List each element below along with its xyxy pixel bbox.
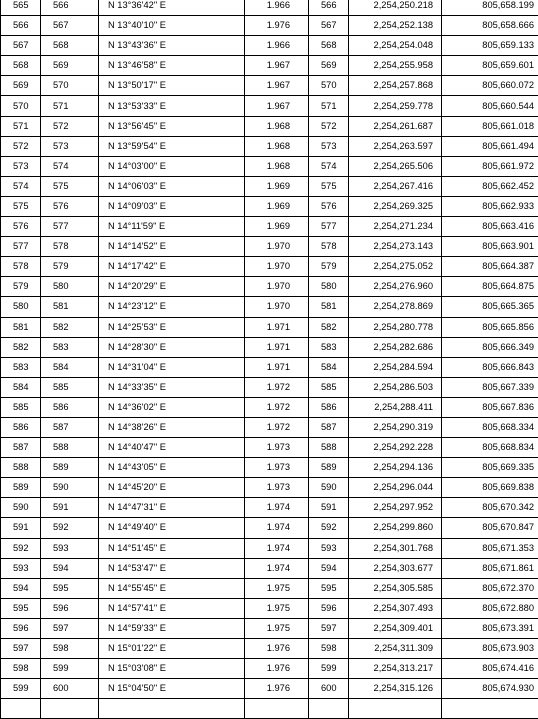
table-row bbox=[1, 438, 538, 458]
northing-cell: 2,254,276.960 bbox=[349, 277, 442, 297]
easting-cell: 805,669.335 bbox=[442, 458, 538, 478]
point-cell: 585 bbox=[309, 377, 349, 397]
easting-cell: 805,668.834 bbox=[442, 438, 538, 458]
northing-cell: 2,254,305.585 bbox=[349, 578, 442, 598]
bearing-cell: N 14°57'41" E bbox=[99, 598, 245, 618]
easting-cell: 805,659.133 bbox=[442, 36, 538, 56]
to-station-cell: 584 bbox=[41, 357, 99, 377]
point-cell: 595 bbox=[309, 578, 349, 598]
table-row bbox=[1, 618, 538, 638]
distance-cell: 1.973 bbox=[245, 478, 309, 498]
table-row bbox=[1, 377, 538, 397]
bearing-cell: N 13°46'58" E bbox=[99, 56, 245, 76]
from-station-cell: 577 bbox=[1, 237, 41, 257]
to-station-cell: 594 bbox=[41, 558, 99, 578]
bearing-cell: N 14°25'53" E bbox=[99, 317, 245, 337]
from-station-cell: 589 bbox=[1, 478, 41, 498]
point-cell: 579 bbox=[309, 257, 349, 277]
distance-cell: 1.971 bbox=[245, 317, 309, 337]
to-station-cell: 578 bbox=[41, 237, 99, 257]
from-station-cell: 580 bbox=[1, 297, 41, 317]
easting-cell: 805,664.875 bbox=[442, 277, 538, 297]
table-row bbox=[1, 217, 538, 237]
easting-cell: 805,658.666 bbox=[442, 16, 538, 36]
northing-cell: 2,254,311.309 bbox=[349, 639, 442, 659]
bearing-cell: N 14°36'02" E bbox=[99, 397, 245, 417]
easting-cell: 805,660.544 bbox=[442, 96, 538, 116]
to-station-cell: 593 bbox=[41, 538, 99, 558]
point-cell: 598 bbox=[309, 639, 349, 659]
easting-cell: 805,673.391 bbox=[442, 618, 538, 638]
bearing-cell: N 14°40'47" E bbox=[99, 438, 245, 458]
northing-cell: 2,254,267.416 bbox=[349, 176, 442, 196]
easting-cell: 805,660.072 bbox=[442, 76, 538, 96]
bearing-cell: N 13°36'42" E bbox=[99, 0, 245, 16]
easting-cell: 805,662.933 bbox=[442, 196, 538, 216]
table-row bbox=[1, 36, 538, 56]
point-cell: 589 bbox=[309, 458, 349, 478]
distance-cell: 1.970 bbox=[245, 297, 309, 317]
point-cell: 600 bbox=[309, 679, 349, 699]
easting-cell: 805,666.843 bbox=[442, 357, 538, 377]
table-row bbox=[1, 639, 538, 659]
northing-cell: 2,254,273.143 bbox=[349, 237, 442, 257]
to-station-cell: 600 bbox=[41, 679, 99, 699]
from-station-cell: 588 bbox=[1, 458, 41, 478]
from-station-cell: 599 bbox=[1, 679, 41, 699]
table-row bbox=[1, 176, 538, 196]
point-cell: 570 bbox=[309, 76, 349, 96]
point-cell: 582 bbox=[309, 317, 349, 337]
northing-cell: 2,254,271.234 bbox=[349, 217, 442, 237]
point-cell: 577 bbox=[309, 217, 349, 237]
from-station-cell: 596 bbox=[1, 618, 41, 638]
easting-cell: 805,665.856 bbox=[442, 317, 538, 337]
northing-cell: 2,254,301.768 bbox=[349, 538, 442, 558]
table-row bbox=[1, 277, 538, 297]
bearing-cell: N 14°28'30" E bbox=[99, 337, 245, 357]
from-station-cell: 582 bbox=[1, 337, 41, 357]
empty-cell bbox=[309, 699, 349, 719]
distance-cell: 1.976 bbox=[245, 639, 309, 659]
point-cell: 581 bbox=[309, 297, 349, 317]
to-station-cell: 583 bbox=[41, 337, 99, 357]
to-station-cell: 585 bbox=[41, 377, 99, 397]
bearing-cell: N 14°47'31" E bbox=[99, 498, 245, 518]
table-row-continuation bbox=[1, 699, 538, 719]
easting-cell: 805,663.416 bbox=[442, 217, 538, 237]
point-cell: 569 bbox=[309, 56, 349, 76]
northing-cell: 2,254,290.319 bbox=[349, 417, 442, 437]
table-row bbox=[1, 679, 538, 699]
easting-cell: 805,661.972 bbox=[442, 156, 538, 176]
northing-cell: 2,254,278.869 bbox=[349, 297, 442, 317]
bearing-cell: N 13°40'10" E bbox=[99, 16, 245, 36]
from-station-cell: 568 bbox=[1, 56, 41, 76]
distance-cell: 1.974 bbox=[245, 518, 309, 538]
empty-cell bbox=[442, 699, 538, 719]
point-cell: 574 bbox=[309, 156, 349, 176]
bearing-cell: N 15°03'08" E bbox=[99, 659, 245, 679]
northing-cell: 2,254,252.138 bbox=[349, 16, 442, 36]
distance-cell: 1.976 bbox=[245, 679, 309, 699]
bearing-cell: N 14°11'59" E bbox=[99, 217, 245, 237]
bearing-cell: N 15°04'50" E bbox=[99, 679, 245, 699]
table-row bbox=[1, 116, 538, 136]
distance-cell: 1.968 bbox=[245, 156, 309, 176]
distance-cell: 1.970 bbox=[245, 237, 309, 257]
table-row bbox=[1, 397, 538, 417]
bearing-cell: N 14°38'26" E bbox=[99, 417, 245, 437]
bearing-cell: N 14°43'05" E bbox=[99, 458, 245, 478]
point-cell: 599 bbox=[309, 659, 349, 679]
bearing-cell: N 15°01'22" E bbox=[99, 639, 245, 659]
distance-cell: 1.975 bbox=[245, 578, 309, 598]
distance-cell: 1.973 bbox=[245, 438, 309, 458]
from-station-cell: 591 bbox=[1, 518, 41, 538]
easting-cell: 805,668.334 bbox=[442, 417, 538, 437]
northing-cell: 2,254,299.860 bbox=[349, 518, 442, 538]
table-row bbox=[1, 257, 538, 277]
bearing-cell: N 13°59'54" E bbox=[99, 136, 245, 156]
northing-cell: 2,254,261.687 bbox=[349, 116, 442, 136]
point-cell: 584 bbox=[309, 357, 349, 377]
northing-cell: 2,254,313.217 bbox=[349, 659, 442, 679]
from-station-cell: 574 bbox=[1, 176, 41, 196]
table-row bbox=[1, 578, 538, 598]
point-cell: 578 bbox=[309, 237, 349, 257]
point-cell: 592 bbox=[309, 518, 349, 538]
easting-cell: 805,674.416 bbox=[442, 659, 538, 679]
to-station-cell: 575 bbox=[41, 176, 99, 196]
bearing-cell: N 13°50'17" E bbox=[99, 76, 245, 96]
table-row bbox=[1, 76, 538, 96]
bearing-cell: N 14°31'04" E bbox=[99, 357, 245, 377]
northing-cell: 2,254,307.493 bbox=[349, 598, 442, 618]
distance-cell: 1.975 bbox=[245, 618, 309, 638]
from-station-cell: 571 bbox=[1, 116, 41, 136]
northing-cell: 2,254,294.136 bbox=[349, 458, 442, 478]
bearing-cell: N 14°03'00" E bbox=[99, 156, 245, 176]
point-cell: 587 bbox=[309, 417, 349, 437]
point-cell: 596 bbox=[309, 598, 349, 618]
bearing-cell: N 14°45'20" E bbox=[99, 478, 245, 498]
distance-cell: 1.969 bbox=[245, 217, 309, 237]
from-station-cell: 579 bbox=[1, 277, 41, 297]
distance-cell: 1.971 bbox=[245, 357, 309, 377]
easting-cell: 805,662.452 bbox=[442, 176, 538, 196]
point-cell: 573 bbox=[309, 136, 349, 156]
distance-cell: 1.973 bbox=[245, 458, 309, 478]
northing-cell: 2,254,280.778 bbox=[349, 317, 442, 337]
distance-cell: 1.971 bbox=[245, 337, 309, 357]
to-station-cell: 576 bbox=[41, 196, 99, 216]
from-station-cell: 584 bbox=[1, 377, 41, 397]
bearing-cell: N 14°55'45" E bbox=[99, 578, 245, 598]
bearing-cell: N 14°59'33" E bbox=[99, 618, 245, 638]
distance-cell: 1.969 bbox=[245, 196, 309, 216]
bearing-cell: N 14°20'29" E bbox=[99, 277, 245, 297]
from-station-cell: 594 bbox=[1, 578, 41, 598]
northing-cell: 2,254,254.048 bbox=[349, 36, 442, 56]
table-row bbox=[1, 56, 538, 76]
table-row bbox=[1, 458, 538, 478]
from-station-cell: 585 bbox=[1, 397, 41, 417]
table-row bbox=[1, 498, 538, 518]
point-cell: 597 bbox=[309, 618, 349, 638]
from-station-cell: 573 bbox=[1, 156, 41, 176]
distance-cell: 1.972 bbox=[245, 397, 309, 417]
bearing-cell: N 14°33'35" E bbox=[99, 377, 245, 397]
point-cell: 576 bbox=[309, 196, 349, 216]
bearing-cell: N 14°51'45" E bbox=[99, 538, 245, 558]
bearing-cell: N 13°56'45" E bbox=[99, 116, 245, 136]
from-station-cell: 569 bbox=[1, 76, 41, 96]
point-cell: 594 bbox=[309, 558, 349, 578]
point-cell: 590 bbox=[309, 478, 349, 498]
table-row bbox=[1, 196, 538, 216]
table-row bbox=[1, 156, 538, 176]
easting-cell: 805,674.930 bbox=[442, 679, 538, 699]
northing-cell: 2,254,275.052 bbox=[349, 257, 442, 277]
to-station-cell: 598 bbox=[41, 639, 99, 659]
point-cell: 568 bbox=[309, 36, 349, 56]
to-station-cell: 571 bbox=[41, 96, 99, 116]
table-row bbox=[1, 558, 538, 578]
empty-cell bbox=[349, 699, 442, 719]
to-station-cell: 589 bbox=[41, 458, 99, 478]
northing-cell: 2,254,288.411 bbox=[349, 397, 442, 417]
northing-cell: 2,254,286.503 bbox=[349, 377, 442, 397]
to-station-cell: 587 bbox=[41, 417, 99, 437]
distance-cell: 1.972 bbox=[245, 417, 309, 437]
from-station-cell: 575 bbox=[1, 196, 41, 216]
from-station-cell: 570 bbox=[1, 96, 41, 116]
northing-cell: 2,254,309.401 bbox=[349, 618, 442, 638]
easting-cell: 805,671.353 bbox=[442, 538, 538, 558]
table-row bbox=[1, 478, 538, 498]
bearing-cell: N 14°09'03" E bbox=[99, 196, 245, 216]
northing-cell: 2,254,265.506 bbox=[349, 156, 442, 176]
table-row bbox=[1, 518, 538, 538]
to-station-cell: 569 bbox=[41, 56, 99, 76]
from-station-cell: 578 bbox=[1, 257, 41, 277]
table-row bbox=[1, 598, 538, 618]
northing-cell: 2,254,255.958 bbox=[349, 56, 442, 76]
to-station-cell: 567 bbox=[41, 16, 99, 36]
easting-cell: 805,667.836 bbox=[442, 397, 538, 417]
table-row bbox=[1, 337, 538, 357]
easting-cell: 805,661.018 bbox=[442, 116, 538, 136]
northing-cell: 2,254,250.218 bbox=[349, 0, 442, 16]
easting-cell: 805,672.880 bbox=[442, 598, 538, 618]
northing-cell: 2,254,296.044 bbox=[349, 478, 442, 498]
easting-cell: 805,671.861 bbox=[442, 558, 538, 578]
table-row bbox=[1, 136, 538, 156]
from-station-cell: 566 bbox=[1, 16, 41, 36]
bearing-cell: N 14°53'47" E bbox=[99, 558, 245, 578]
to-station-cell: 599 bbox=[41, 659, 99, 679]
northing-cell: 2,254,282.686 bbox=[349, 337, 442, 357]
table-row bbox=[1, 16, 538, 36]
northing-cell: 2,254,269.325 bbox=[349, 196, 442, 216]
easting-cell: 805,658.199 bbox=[442, 0, 538, 16]
to-station-cell: 595 bbox=[41, 578, 99, 598]
to-station-cell: 591 bbox=[41, 498, 99, 518]
distance-cell: 1.974 bbox=[245, 538, 309, 558]
bearing-cell: N 14°17'42" E bbox=[99, 257, 245, 277]
easting-cell: 805,669.838 bbox=[442, 478, 538, 498]
to-station-cell: 596 bbox=[41, 598, 99, 618]
to-station-cell: 572 bbox=[41, 116, 99, 136]
table-row bbox=[1, 237, 538, 257]
from-station-cell: 587 bbox=[1, 438, 41, 458]
distance-cell: 1.968 bbox=[245, 116, 309, 136]
distance-cell: 1.968 bbox=[245, 136, 309, 156]
distance-cell: 1.976 bbox=[245, 659, 309, 679]
table-row bbox=[1, 297, 538, 317]
table-row bbox=[1, 0, 538, 16]
to-station-cell: 577 bbox=[41, 217, 99, 237]
point-cell: 566 bbox=[309, 0, 349, 16]
point-cell: 580 bbox=[309, 277, 349, 297]
point-cell: 586 bbox=[309, 397, 349, 417]
to-station-cell: 574 bbox=[41, 156, 99, 176]
northing-cell: 2,254,292.228 bbox=[349, 438, 442, 458]
bearing-cell: N 14°23'12" E bbox=[99, 297, 245, 317]
from-station-cell: 597 bbox=[1, 639, 41, 659]
distance-cell: 1.966 bbox=[245, 36, 309, 56]
table-row bbox=[1, 317, 538, 337]
to-station-cell: 579 bbox=[41, 257, 99, 277]
distance-cell: 1.966 bbox=[245, 0, 309, 16]
to-station-cell: 592 bbox=[41, 518, 99, 538]
easting-cell: 805,670.342 bbox=[442, 498, 538, 518]
point-cell: 591 bbox=[309, 498, 349, 518]
northing-cell: 2,254,259.778 bbox=[349, 96, 442, 116]
easting-cell: 805,667.339 bbox=[442, 377, 538, 397]
from-station-cell: 586 bbox=[1, 417, 41, 437]
northing-cell: 2,254,257.868 bbox=[349, 76, 442, 96]
to-station-cell: 590 bbox=[41, 478, 99, 498]
point-cell: 593 bbox=[309, 538, 349, 558]
to-station-cell: 581 bbox=[41, 297, 99, 317]
distance-cell: 1.974 bbox=[245, 558, 309, 578]
to-station-cell: 597 bbox=[41, 618, 99, 638]
easting-cell: 805,665.365 bbox=[442, 297, 538, 317]
northing-cell: 2,254,263.597 bbox=[349, 136, 442, 156]
point-cell: 588 bbox=[309, 438, 349, 458]
distance-cell: 1.975 bbox=[245, 598, 309, 618]
point-cell: 583 bbox=[309, 337, 349, 357]
distance-cell: 1.970 bbox=[245, 277, 309, 297]
bearing-cell: N 14°06'03" E bbox=[99, 176, 245, 196]
easting-cell: 805,672.370 bbox=[442, 578, 538, 598]
easting-cell: 805,670.847 bbox=[442, 518, 538, 538]
easting-cell: 805,659.601 bbox=[442, 56, 538, 76]
from-station-cell: 576 bbox=[1, 217, 41, 237]
bearing-cell: N 14°49'40" E bbox=[99, 518, 245, 538]
bearing-cell: N 14°14'52" E bbox=[99, 237, 245, 257]
distance-cell: 1.969 bbox=[245, 176, 309, 196]
easting-cell: 805,664.387 bbox=[442, 257, 538, 277]
empty-cell bbox=[41, 699, 99, 719]
from-station-cell: 581 bbox=[1, 317, 41, 337]
table-row bbox=[1, 538, 538, 558]
table-row bbox=[1, 96, 538, 116]
from-station-cell: 592 bbox=[1, 538, 41, 558]
empty-cell bbox=[99, 699, 245, 719]
distance-cell: 1.976 bbox=[245, 16, 309, 36]
to-station-cell: 568 bbox=[41, 36, 99, 56]
bearing-cell: N 13°43'36" E bbox=[99, 36, 245, 56]
easting-cell: 805,666.349 bbox=[442, 337, 538, 357]
from-station-cell: 572 bbox=[1, 136, 41, 156]
easting-cell: 805,663.901 bbox=[442, 237, 538, 257]
northing-cell: 2,254,284.594 bbox=[349, 357, 442, 377]
to-station-cell: 580 bbox=[41, 277, 99, 297]
empty-cell bbox=[1, 699, 41, 719]
point-cell: 571 bbox=[309, 96, 349, 116]
to-station-cell: 588 bbox=[41, 438, 99, 458]
point-cell: 575 bbox=[309, 176, 349, 196]
from-station-cell: 565 bbox=[1, 0, 41, 16]
to-station-cell: 570 bbox=[41, 76, 99, 96]
table-row bbox=[1, 659, 538, 679]
from-station-cell: 595 bbox=[1, 598, 41, 618]
from-station-cell: 590 bbox=[1, 498, 41, 518]
from-station-cell: 593 bbox=[1, 558, 41, 578]
distance-cell: 1.972 bbox=[245, 377, 309, 397]
from-station-cell: 583 bbox=[1, 357, 41, 377]
from-station-cell: 598 bbox=[1, 659, 41, 679]
point-cell: 567 bbox=[309, 16, 349, 36]
table-body bbox=[1, 0, 538, 719]
easting-cell: 805,673.903 bbox=[442, 639, 538, 659]
distance-cell: 1.967 bbox=[245, 76, 309, 96]
northing-cell: 2,254,315.126 bbox=[349, 679, 442, 699]
easting-cell: 805,661.494 bbox=[442, 136, 538, 156]
to-station-cell: 573 bbox=[41, 136, 99, 156]
to-station-cell: 566 bbox=[41, 0, 99, 16]
to-station-cell: 582 bbox=[41, 317, 99, 337]
distance-cell: 1.967 bbox=[245, 96, 309, 116]
empty-cell bbox=[245, 699, 309, 719]
northing-cell: 2,254,297.952 bbox=[349, 498, 442, 518]
table-row bbox=[1, 357, 538, 377]
northing-cell: 2,254,303.677 bbox=[349, 558, 442, 578]
from-station-cell: 567 bbox=[1, 36, 41, 56]
distance-cell: 1.967 bbox=[245, 56, 309, 76]
to-station-cell: 586 bbox=[41, 397, 99, 417]
distance-cell: 1.974 bbox=[245, 498, 309, 518]
table-row bbox=[1, 417, 538, 437]
bearing-cell: N 13°53'33" E bbox=[99, 96, 245, 116]
point-cell: 572 bbox=[309, 116, 349, 136]
distance-cell: 1.970 bbox=[245, 257, 309, 277]
